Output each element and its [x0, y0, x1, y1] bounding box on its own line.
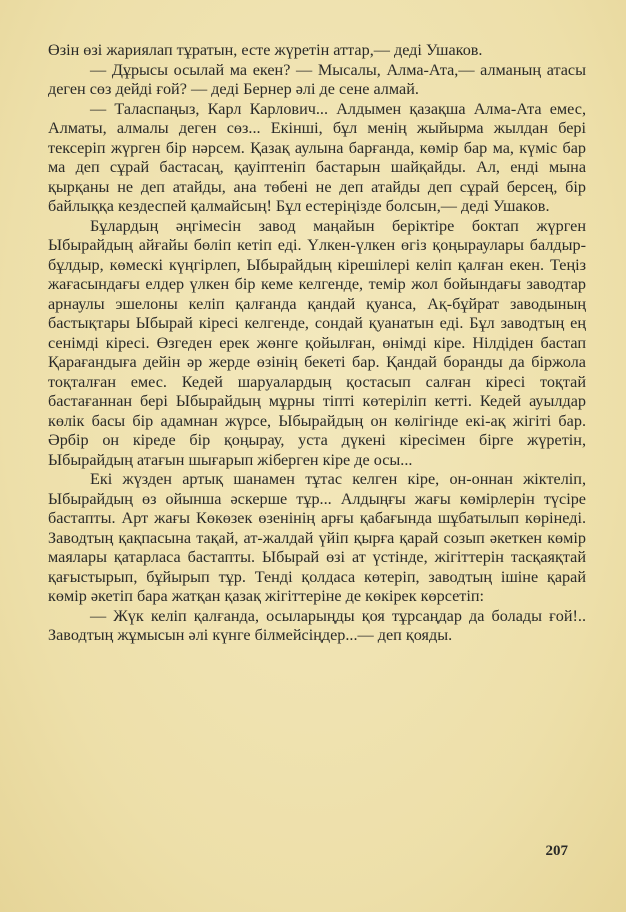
- paragraph-2: — Дұрысы осылай ма екен? — Мысалы, Алма-Ата,— алманың атасы деген сөз дейді ғой? — деді Бернер әлі де сене алмай.: [48, 60, 586, 98]
- paragraph-3: — Таласпаңыз, Карл Карлович... Алдымен қазақша Алма-Ата емес, Алматы, алмалы деген сөз... Екінші, бұл менің жыйырма жылдан бері тексеріп жүрген бір нәрсем. Қазақ аулына барғанда, көмір бар ма, күміс бар ма деп сұрай бастасаң, қауіптеніп бастарын шайқайды. Ал, енді мына қырқаны не деп атайды, ана төбені не деп атайды деп сұрай берсең, бір байлыққа кездеспей қалмайсың! Бұл естеріңізде болсын,— деді Ушаков.: [48, 99, 586, 215]
- paragraph-1: Өзін өзі жариялап тұратын, есте жүретін аттар,— деді Ушаков.: [48, 41, 483, 59]
- paragraph-6: — Жүк келіп қалғанда, осыларыңды қоя тұрсаңдар да болады ғой!.. Заводтың жұмысын әлі күнге білмейсіңдер...— деп қояды.: [48, 606, 586, 644]
- paragraph-4: Бұлардың әңгімесін завод маңайын беріктіре боктап жүрген Ыбырайдың айғайы бөліп кетіп еді. Үлкен-үлкен өгіз қоңыраулары балдыр-бұлдыр, көмескі күңгірлеп, Ыбырайдың кірешілері келіп қалған екен. Теңіз жағасындағы елдер үлкен бір кеме келгенде, темір жол бойындағы заводтар арнаулы эшелоны келіп қалғанда қандай қуанса, Ақ-бұйрат заводының бастықтары Ыбырай кіресі келгенде, сондай қуанатын еді. Бұл заводтың ең сенімді кіресі. Өзгеден ерек жөнге қойылған, өнімді кіре. Нілдіден бастап Қарағандыға дейін әр жерде өзінің бекеті бар. Қандай боранды да біржола тоқталған емес. Кедей шаруалардың қостасып салған кіресі тоқтай бастағаннан бері Ыбырайдың мұрны тіпті көтеріліп кетті. Кедей ауылдар көлік басы бір адамнан жүрсе, Ыбырайдың он көлігінде екі-ақ жігіті бар. Әрбір он кіреде бір қоңырау, уста дүкені кіресімен бірге жүретін, Ыбырайдың атағын шығарып жіберген кіре де осы...: [48, 216, 586, 469]
- page-text-block: [48, 41, 586, 646]
- paragraph-5: Екі жүзден артық шанамен тұтас келген кіре, он-оннан жіктеліп, Ыбырайдың өз ойынша әскерше тұр... Алдыңғы жағы көмірлерін түсіре бастапты. Арт жағы Көкөзек өзенінің арғы қабағында шұбатылып көрінеді. Заводтың қақпасына тақай, ат-жалдай үйіп қырға қарай созып әкеткен көмір маялары қатарласа бастапты. Ыбырай өзі ат үстінде, жігіттерін тасқаяқтай қағыстырып, бұйырып тұр. Тенді қолдаса көтеріп, заводтың ішіне қарай көмір әкетіп бара жатқан қазақ жігіттеріне де көкірек көрсетіп:: [48, 470, 586, 605]
- page-number: 207: [545, 843, 568, 859]
